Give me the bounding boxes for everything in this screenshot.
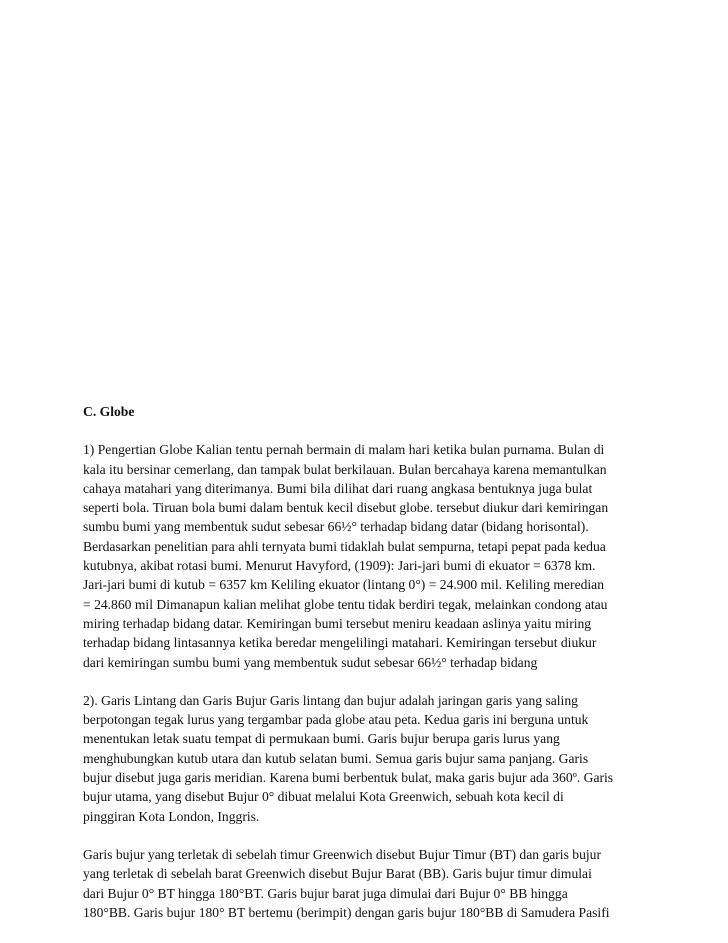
text-line: 2). Garis Lintang dan Garis Bujur Garis lintang dan bujur adalah jaringan garis yang saling [83, 692, 578, 708]
text-line: Garis bujur yang terletak di sebelah timur Greenwich disebut Bujur Timur (BT) dan garis bujur [83, 846, 601, 862]
text-line: yang terletak di sebelah barat Greenwich disebut Bujur Barat (BB). Garis bujur timur dimulai [83, 866, 592, 882]
text-line: cahaya matahari yang diterimanya. Bumi bila dilihat dari ruang angkasa bentuknya juga bulat [83, 480, 593, 496]
text-line: Berdasarkan penelitian para ahli ternyata bumi tidaklah bulat sempurna, tetapi pepat pada kedua [83, 538, 606, 554]
text-line: = 24.860 mil Dimanapun kalian melihat globe tentu tidak berdiri tegak, melainkan condong atau [83, 596, 608, 612]
text-line: dari Bujur 0° BT hingga 180°BT. Garis bujur barat juga dimulai dari Bujur 0° BB hingga [83, 885, 568, 901]
text-line: terhadap bidang lintasannya ketika beredar mengelilingi matahari. Kemiringan tersebut diukur [83, 635, 597, 651]
text-line: bujur utama, yang disebut Bujur 0° dibuat melalui Kota Greenwich, sebuah kota kecil di [83, 789, 564, 805]
text-line: 1) Pengertian Globe Kalian tentu pernah bermain di malam hari ketika bulan purnama. Bulan di [83, 442, 605, 458]
text-line: dari kemiringan sumbu bumi yang membentuk sudut sebesar 66½° terhadap bidang [83, 654, 538, 670]
text-line: miring terhadap bidang datar. Kemiringan bumi tersebut meniru keadaan aslinya yaitu miring [83, 615, 592, 631]
text-line: sumbu bumi yang membentuk sudut sebesar 66½° terhadap bidang datar (bidang horisontal). [83, 519, 589, 535]
text-line: pinggiran Kota London, Inggris. [83, 808, 260, 824]
text-line: seperti bola. Tiruan bola bumi dalam bentuk kecil disebut globe. tersebut diukur dari kemiringan [83, 500, 609, 516]
text-line: 180°BB. Garis bujur 180° BT bertemu (berimpit) dengan garis bujur 180°BB di Samudera Pasifi [83, 904, 610, 920]
text-line: menentukan letak suatu tempat di permukaan bumi. Garis bujur berupa garis lurus yang [83, 731, 560, 747]
paragraph-latitude-longitude [83, 691, 646, 826]
document-body [83, 402, 646, 941]
text-line: Jari-jari bumi di kutub = 6357 km Keliling ekuator (lintang 0°) = 24.900 mil. Keliling meredian [83, 577, 605, 593]
text-line: berpotongan tegak lurus yang tergambar pada globe atau peta. Kedua garis ini berguna untuk [83, 712, 589, 728]
text-line: menghubungkan kutub utara dan kutub selatan bumi. Semua garis bujur sama panjang. Garis [83, 750, 589, 766]
text-line: bujur disebut juga garis meridian. Karena bumi berbentuk bulat, maka garis bujur ada 360º. Garis [83, 770, 614, 786]
paragraph-globe-definition [83, 440, 646, 672]
text-line: kutubnya, akibat rotasi bumi. Menurut Havyford, (1909): Jari-jari bumi di ekuator = 6378 km. [83, 558, 596, 574]
section-heading: C. Globe [83, 404, 135, 419]
text-line: kala itu bersinar cemerlang, dan tampak bulat berkilauan. Bulan bercahaya karena memantulkan [83, 461, 607, 477]
paragraph-east-west-longitude [83, 845, 646, 922]
